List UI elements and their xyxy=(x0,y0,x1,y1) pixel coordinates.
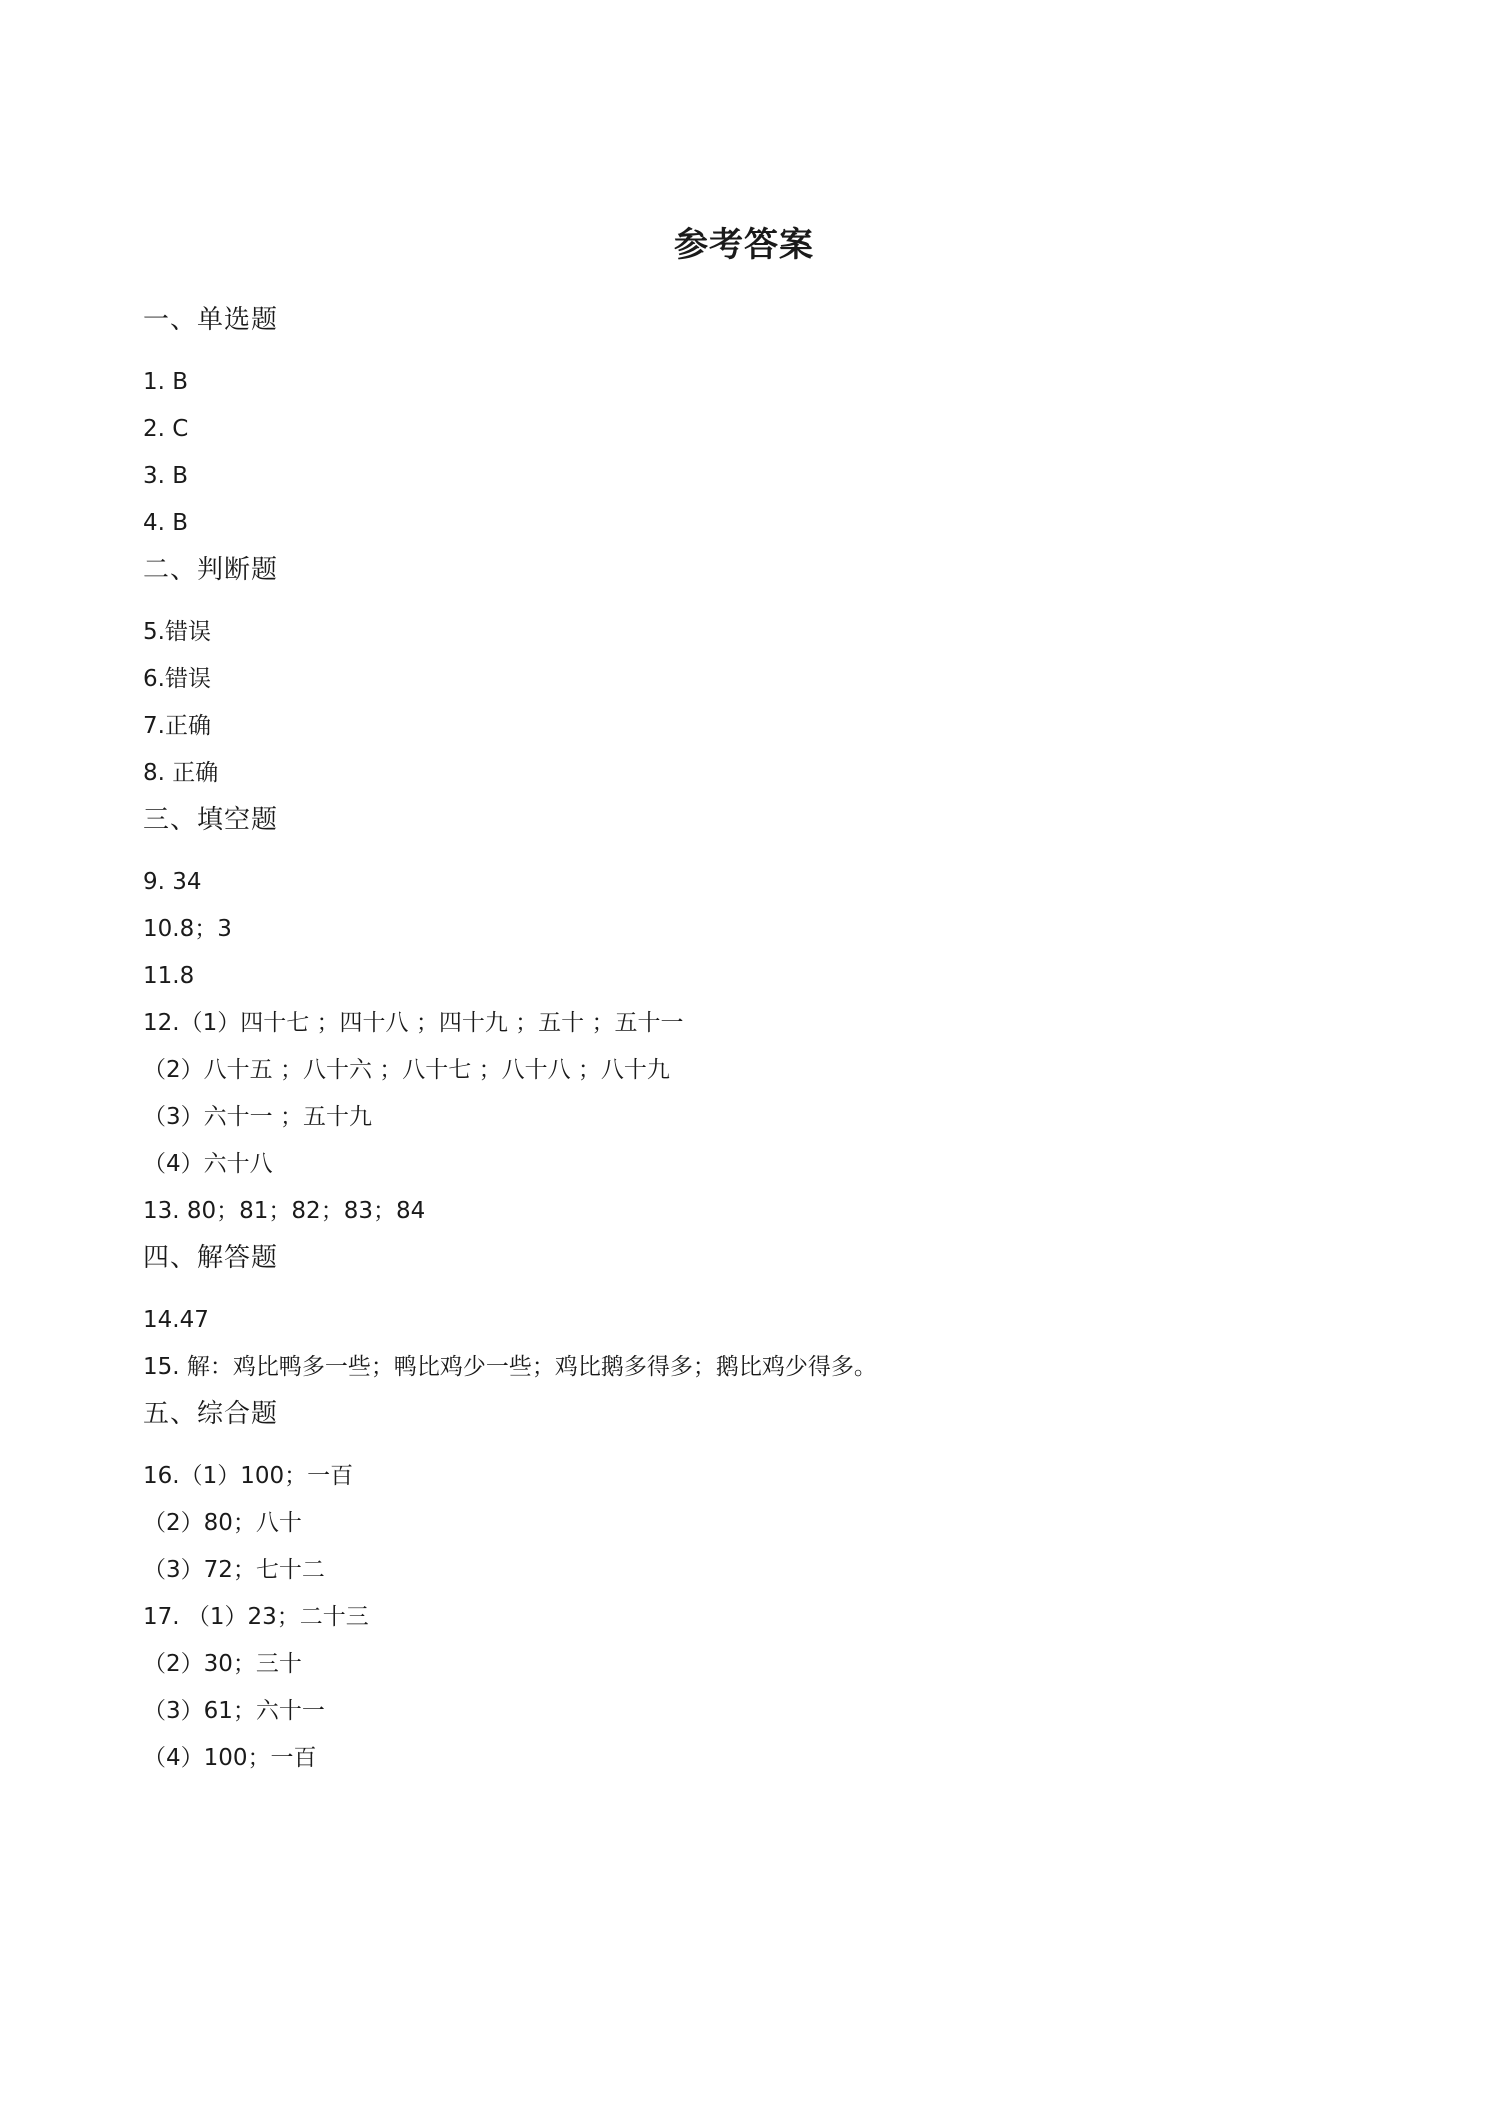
answer-item: 5.错误 xyxy=(143,619,211,645)
section-heading: 三、填空题 xyxy=(143,805,279,835)
answer-list xyxy=(143,302,1343,1787)
section-single-choice xyxy=(143,302,1343,541)
answer-item: 10.8；3 xyxy=(143,916,232,942)
section-true-false xyxy=(143,552,1343,791)
answer-item: （2）30；三十 xyxy=(143,1651,302,1677)
answer-item: （4）六十八 xyxy=(143,1151,273,1177)
answer-item: 8. 正确 xyxy=(143,760,219,786)
answer-item: （2）八十五 ；八十六 ；八十七 ；八十八 ；八十九 xyxy=(143,1057,670,1083)
answer-item: 7.正确 xyxy=(143,713,211,739)
section-fill-blank xyxy=(143,802,1343,1229)
answer-item: 16.（1）100；一百 xyxy=(143,1463,354,1489)
answer-item: 13. 80；81；82；83；84 xyxy=(143,1198,426,1224)
answer-item: 9. 34 xyxy=(143,869,202,895)
section-heading: 四、解答题 xyxy=(143,1243,279,1273)
section-heading: 一、单选题 xyxy=(143,305,279,335)
answer-item: （4）100；一百 xyxy=(143,1745,317,1771)
answer-item: 2. C xyxy=(143,416,189,442)
answer-item: 1. B xyxy=(143,369,189,395)
answer-item: 17. （1）23；二十三 xyxy=(143,1604,369,1630)
section-comprehensive xyxy=(143,1396,1343,1776)
answer-item: 14.47 xyxy=(143,1307,209,1333)
answer-item: 15. 解：鸡比鸭多一些；鸭比鸡少一些；鸡比鹅多得多；鹅比鸡少得多。 xyxy=(143,1354,877,1380)
answer-item: 3. B xyxy=(143,463,189,489)
section-heading: 五、综合题 xyxy=(143,1399,279,1429)
answer-item: （3）61；六十一 xyxy=(143,1698,325,1724)
answer-item: （2）80；八十 xyxy=(143,1510,302,1536)
section-heading: 二、判断题 xyxy=(143,555,279,585)
answer-item: 4. B xyxy=(143,510,189,536)
section-solution xyxy=(143,1240,1343,1385)
answer-item: 11.8 xyxy=(143,963,195,989)
page-title: 参考答案 xyxy=(674,225,814,265)
answer-item: （3）72；七十二 xyxy=(143,1557,325,1583)
answer-item: （3）六十一 ；五十九 xyxy=(143,1104,372,1130)
answer-item: 6.错误 xyxy=(143,666,211,692)
answer-item: 12.（1）四十七 ；四十八 ；四十九 ；五十 ；五十一 xyxy=(143,1010,684,1036)
